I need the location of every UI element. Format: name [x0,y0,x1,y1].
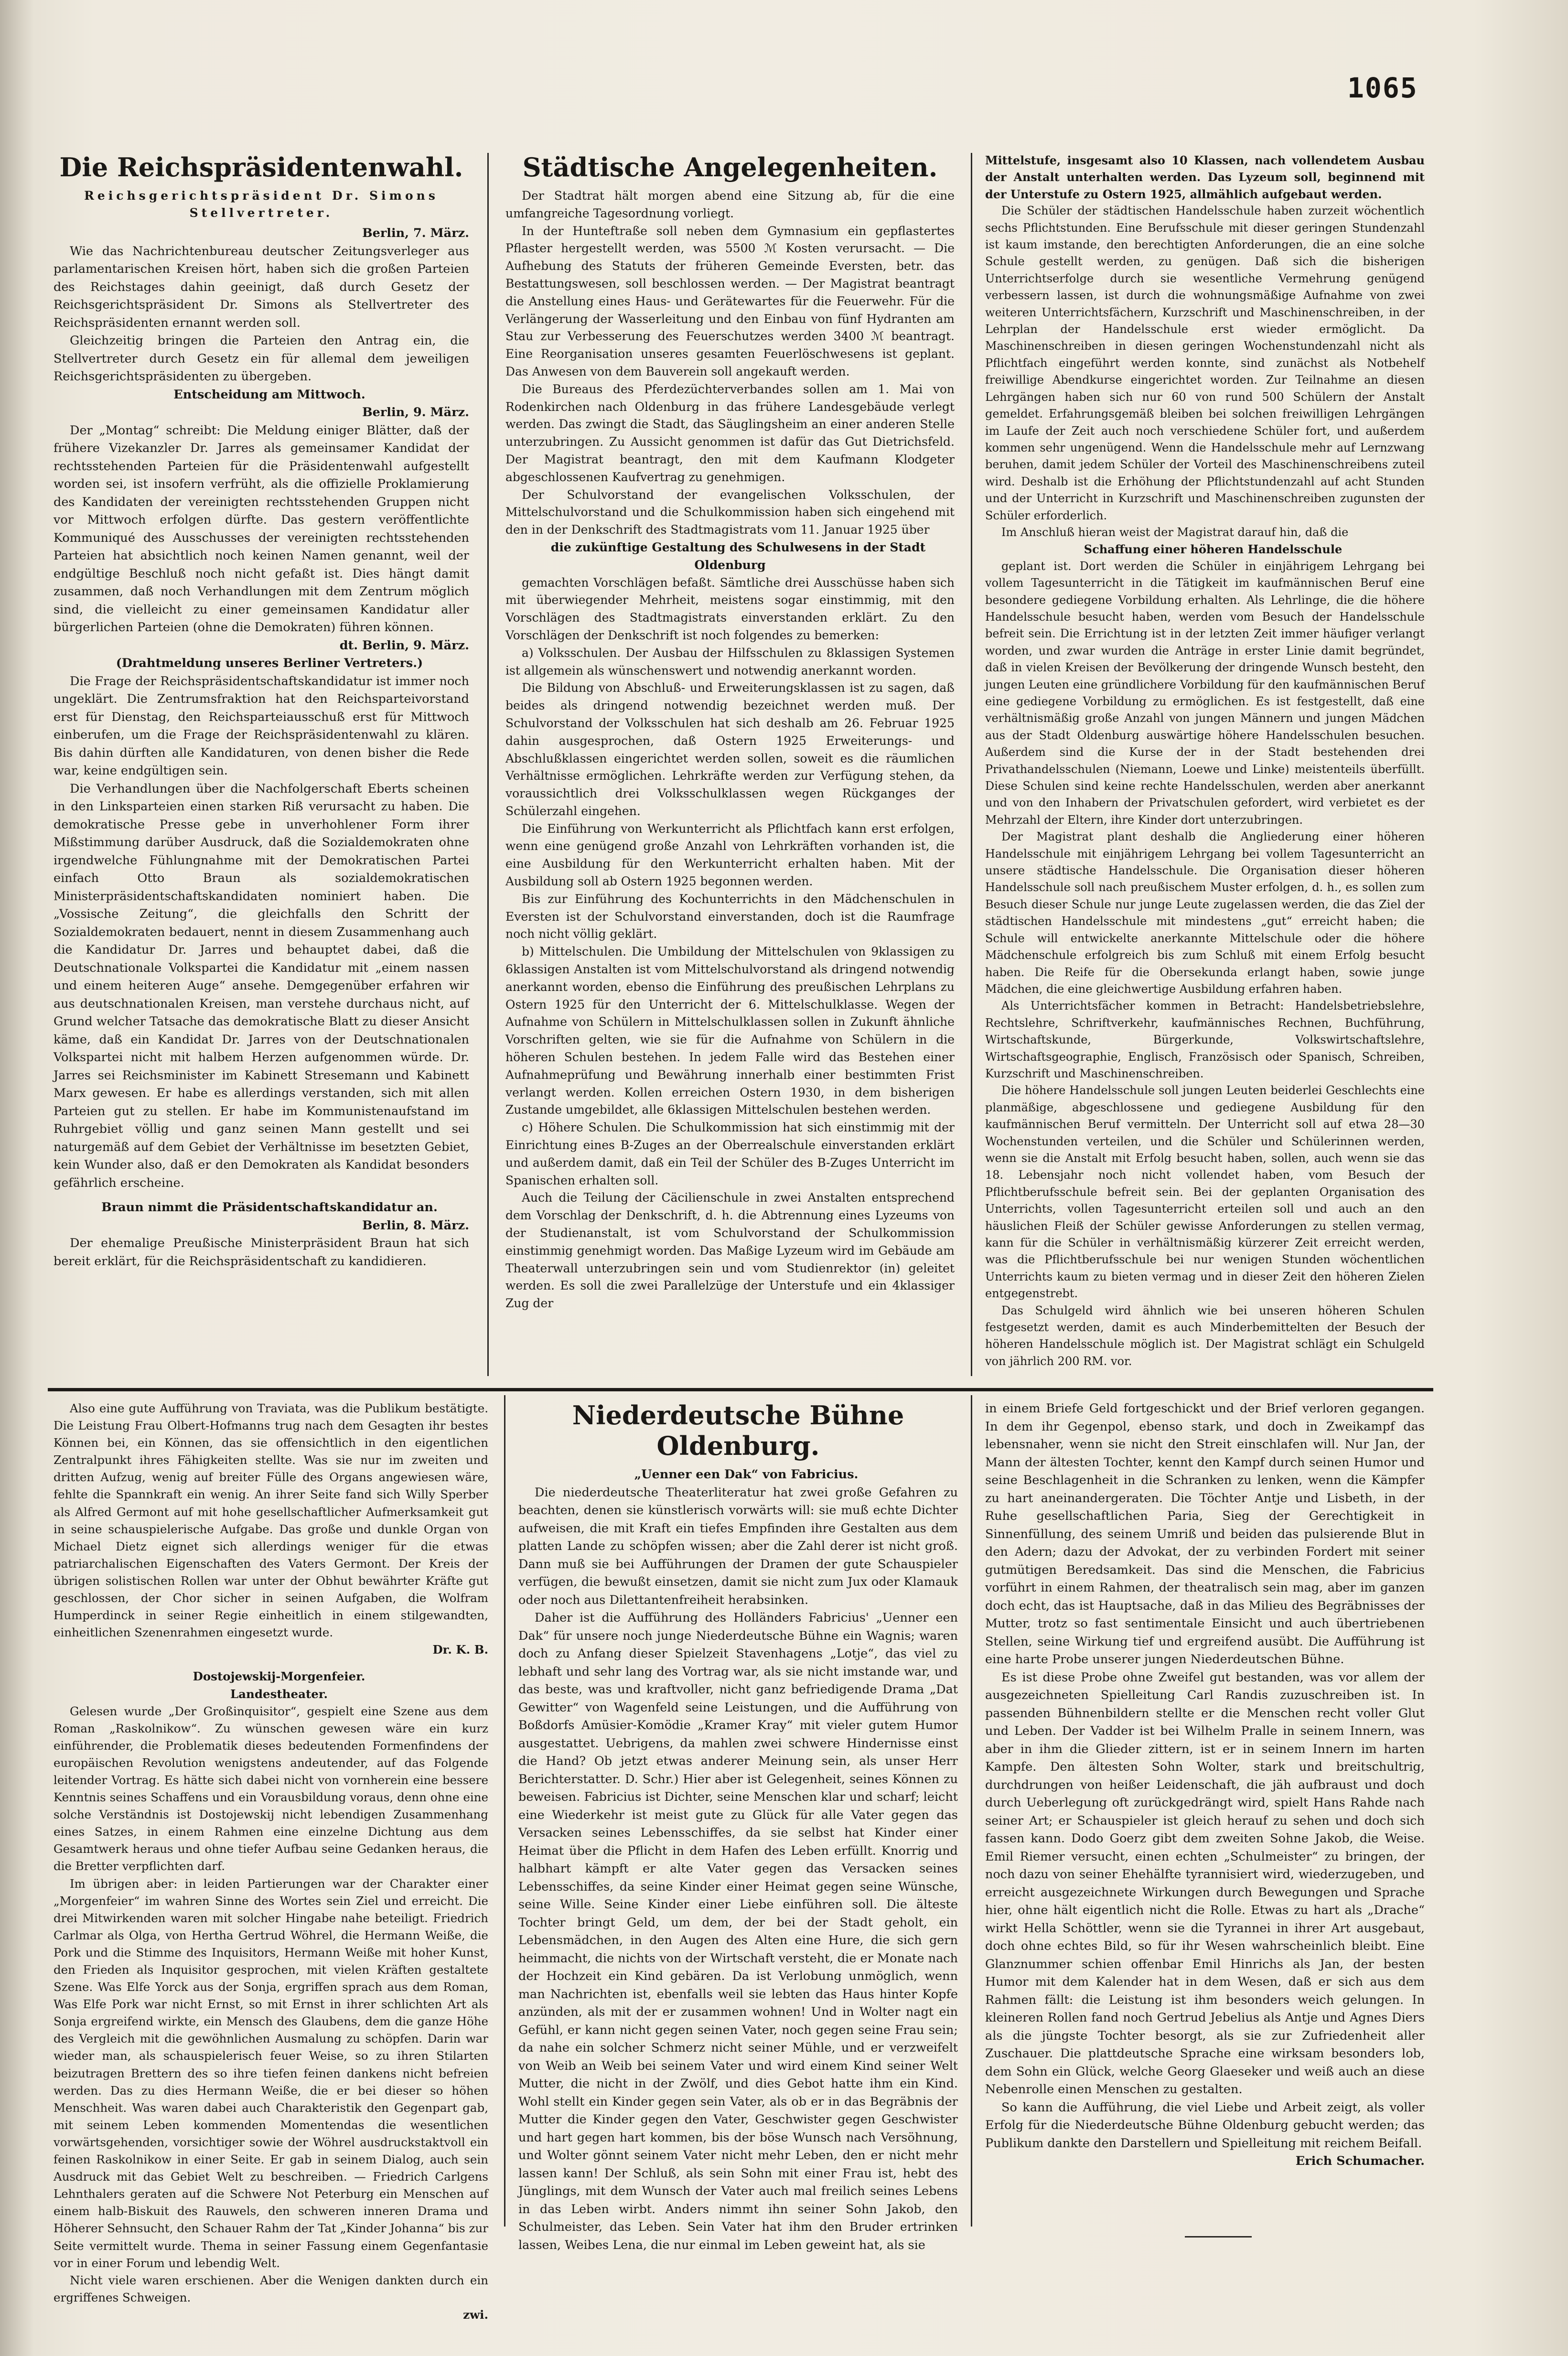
section-heading: Entscheidung am Mittwoch. [173,387,365,402]
article-niederdeutsche-continuation [985,1400,1425,2171]
paragraph: Die höhere Handelsschule soll jungen Leuten beiderlei Geschlechts eine planmäßige, abgeschlossene und gediegene Ausbildung für den kaufmännischen Beruf vermitteln. Der Unterricht soll auf etwa 28—30 Wochenstunden verteilen, und die Schüler und Schülerinnen werden, wenn sie die Anstalt mit Erfolg besucht haben, sollen, auch wenn sie das 18. Lebensjahr noch nicht vollendet haben, vom Besuch der Pflichtberufsschule befreit sein. Bei der geplanten Organisation des Unterrichts, vollen Tagesunterricht erteilen soll und auch an den häuslichen Fleiß der Schüler gewisse Anforderungen zu stellen vermag, kann für die Schüler in verhältnismäßig kürzerer Zeit erreicht werden, was die Pflichtberufsschule bei nur wenigen Stunden wöchentlichen Unterrichts kaum zu bieten vermag und in dieser Zeit den höheren Zielen entgegenstrebt. [985,1084,1425,1301]
paragraph: Der ehemalige Preußische Ministerpräsident Braun hat sich bereit erklärt, für die Reichspräsidentschaft zu kandidieren. [54,1236,469,1269]
article-staedtische-continuation [985,152,1425,1370]
paragraph: Es ist diese Probe ohne Zweifel gut bestanden, was vor allem der ausgezeichneten Spielleitung Carl Randis zuzuschreiben ist. In passenden Bühnenbildern stellte er die Menschen recht voller Glut und Leben. Der Vadder ist bei Wilhelm Pralle in seinem Innern, was aber in ihm die Glieder zittern, ist er in seinem Innern im harten Kampfe. Den ältesten Sohn Wolter, stark und breitschultrig, durchdrungen von heißer Leidenschaft, die jäh aufbraust und doch durch Ueberlegung oft zurückgedrängt wird, spielt Hans Rahde nach seiner Art; er Schauspieler ist gleich herauf zu sehen und doch sich fassen kann. Dodo Goerz gibt dem zweiten Sohne Jakob, die Weise. Emil Riemer versucht, einen echten „Schulmeister“ zu bringen, der noch dazu von seiner Ehehälfte tyrannisiert wird, wiederzugeben, und erreicht ausgezeichnete Wirkungen durch Bewegungen und Sprache hier, ohne hält eigentlich nicht die Rolle. Etwas zu hart als „Drache“ wirkt Hella Schöttler, wenn sie die Tyrannei in ihrer Art ausgebaut, doch ohne echtes Bild, so für ihr Wesen wahrscheinlich bleibt. Eine Glanznummer schien offenbar Emil Hinrichs als Jan, der besten Humor mit dem Kalender hat in dem Wesen, daß er sich aus dem Rahmen fällt: die Leistung ist ihm besonders weich gelungen. In kleineren Rollen fand noch Gertrud Jebelius als Antje und Agnes Diers als die jüngste Tochter besorgt, als sie zur Zufriedenheit aller Zuschauer. Die plattdeutsche Sprache eine wirksam besonders lob, dem Sohn ein Glück, welche Georg Glaeseker und weiß auch an diese Nebenrolle einen Menschen zu gestalten. [985,1670,1425,2097]
dateline: dt. Berlin, 9. März. [339,638,469,653]
paragraph: Die Einführung von Werkunterricht als Pflichtfach kann erst erfolgen, wenn eine genügend große Anzahl von Lehrkräften vorhanden ist, die eine Ausbildung für den Werkunterricht erhalten haben. Mit der Ausbildung soll ab Ostern 1925 begonnen werden. [505,821,955,889]
article-subtitle: Reichsgerichtspräsident Dr. Simons [84,189,439,203]
paragraph: So kann die Aufführung, die viel Liebe und Arbeit zeigt, als voller Erfolg für die Niederdeutsche Bühne Oldenburg gebucht werden; das Publikum dankte den Darstellern und Spielleitung mit reichem Beifall. [985,2100,1425,2151]
paragraph: Wie das Nachrichtenbureau deutscher Zeitungsverleger aus parlamentarischen Kreisen hört, haben sich die großen Parteien des Reichstages dahin geeinigt, daß durch Gesetz der Reichsgerichtspräsident Dr. Simons als Stellvertreter des Reichspräsidenten ernannt werden soll. [54,244,469,330]
article-signature: zwi. [463,2307,488,2322]
article-staedtische-angelegenheiten [505,152,955,1312]
paragraph: c) Höhere Schulen. Die Schulkommission hat sich einstimmig mit der Einrichtung eines B-Zuges an der Oberrealschule einverstanden erklärt und außerdem damit, daß ein Teil der Schüler des B-Zuges Unterricht im Spanischen erhalten soll. [505,1120,955,1187]
paragraph: Auch die Teilung der Cäcilienschule in zwei Anstalten entsprechend dem Vorschlag der Denkschrift, d. h. die Abtrennung eines Lyzeums von der Studienanstalt, ist vom Schulvorstand der Schulkommission einstimmig genehmigt worden. Das Maßige Lyzeum wird im Gebäude am Theaterwall unterzubringen sein und vom Studienrektor (in) geleitet werden. Es soll die zwei Parallelzüge der Unterstufe und ein 4klassiger Zug der [505,1191,955,1311]
page-number: 1065 [1347,72,1418,104]
column-divider [971,1395,972,2227]
paragraph: Im Anschluß hieran weist der Magistrat darauf hin, daß die [1001,525,1349,539]
paragraph: b) Mittelschulen. Die Umbildung der Mittelschulen von 9klassigen zu 6klassigen Anstalten ist vom Mittelschulvorstand als dringend notwendig anerkannt worden, ebenso die Einführung des preußischen Lehrplans zu Ostern 1925 für den Unterricht der 6. Mittelschulklasse. Wegen der Aufnahme von Schülern in Mittelschulklassen sollen in Zukunft ähnliche Vorschriften gelten, wie sie für die Aufnahme von Schülern in die höheren Schulen bestehen. In jedem Falle wird das Bestehen einer Aufnahmeprüfung und Bewährung innerhalb einer bestimmten Frist verlangt werden. Kollen erreichen Ostern 1930, in dem bisherigen Zustande umgebildet, alle 6klassigen Mittelschulen bestehen werden. [505,945,955,1117]
article-subtitle: „Uenner een Dak“ von Fabricius. [634,1467,859,1482]
column-divider [487,153,489,1376]
section-divider [48,1388,1433,1391]
section-heading: (Drahtmeldung unseres Berliner Vertreters.) [116,656,423,670]
dateline: Berlin, 8. März. [362,1218,469,1233]
paragraph: Gleichzeitig bringen die Parteien den Antrag ein, die Stellvertreter durch Gesetz ein für allemal dem jeweiligen Reichsgerichtspräsidenten zu übergeben. [54,333,469,384]
paragraph: Die Frage der Reichspräsidentschaftskandidatur ist immer noch ungeklärt. Die Zentrumsfraktion hat den Reichsparteivorstand erst für Dienstag, den Reichsparteiausschuß erst für Mittwoch einberufen, um die Frage der Reichspräsidentenwahl zu klären. Bis dahin dürften alle Kandidaturen, von denen bisher die Rede war, keine endgültigen sein. [54,674,469,778]
article-subtitle: Stellvertreter. [189,206,333,220]
paragraph: Also eine gute Aufführung von Traviata, was die Publikum bestätigte. Die Leistung Frau Olbert-Hofmanns trug nach dem Gesagten ihr bestes Können bei, ein Können, das sie offensichtlich in den eigentlichen Zentralpunkt ihres Fähigkeiten stellte. Was sie nur im zweiten und dritten Aufzug, wenig auf breiter Fülle des Organs angewiesen wäre, fehlte die Spannkraft ein wenig. An ihrer Seite fand sich Willy Sperber als Alfred Germont auf mit hohe gesellschaftlicher Aufmerksamkeit gut in seine schauspielerische Aufgabe. Das große und dunkle Organ von Michael Dietz eignet sich allerdings weniger für die etwas patriarchalischen Eigenschaften des Vaters Germont. Der Kreis der übrigen solistischen Rollen war unter der Obhut bewährter Kräfte gut geschlossen, der Chor sicher in seinen Aufgaben, die Wolfram Humperdinck in seiner Regie einheitlich in einem stilgewandten, einheitlichen Szenenrahmen eingesetzt wurde. [54,1401,488,1640]
article-signature: Erich Schumacher. [1295,2154,1425,2168]
paragraph: Die Verhandlungen über die Nachfolgerschaft Eberts scheinen in den Linksparteien einen starken Riß verursacht zu haben. Die demokratische Presse gebe in unverhohlener Form ihrer Mißstimmung darüber Ausdruck, daß die Sozialdemokraten ohne irgendwelche Fühlungnahme mit der Demokratischen Partei einfach Otto Braun als sozialdemokratischen Ministerpräsidentschaftskandidaten nominiert haben. Die „Vossische Zeitung“, die gleichfalls den Schritt der Sozialdemokraten bedauert, nennt in diesem Zusammenhang auch die Kandidatur Dr. Jarres und behauptet dabei, daß die Deutschnationale Volkspartei die Kandidatur mit „einem nassen und einem heiteren Auge“ ansehe. Demgegenüber erfahren wir aus deutschnationalen Kreisen, man verstehe durchaus nicht, auf Grund welcher Tatsache das demokratische Blatt zu dieser Ansicht käme, daß ein Kandidat Dr. Jarres von der Deutschnationalen Volkspartei nicht mit halbem Herzen aufgenommen würde. Dr. Jarres sei Reichsminister im Kabinett Stresemann und Kabinett Marx gewesen. Er habe es allerdings verstanden, sich mit allen Parteien gut zu stellen. Er habe im Kommunistenaufstand im Ruhrgebiet völlig und ganz seinen Mann gestellt und sei naturgemäß auf dem Gebiet der Verhältnisse im besetzten Gebiet, kein Wunder also, daß er den Demokraten als Kandidat besonders gefährlich erscheine. [54,781,469,1190]
paragraph: Die niederdeutsche Theaterliteratur hat zwei große Gefahren zu beachten, denen sie künstlerisch vorwärts will: sie muß echte Dichter aufweisen, die mit Kraft ein tiefes Empfinden ihre Gestalten aus dem platten Lande zu schöpfen wissen; aber die Zahl derer ist nicht groß. Dann muß sie bei Aufführungen der Dramen der gute Schauspieler verfügen, die bewußt einsetzen, damit sie nicht zum Jux oder Klamauk oder noch aus Dilettantenfreiheit herabsinken. [518,1485,958,1607]
paragraph: a) Volksschulen. Der Ausbau der Hilfsschulen zu 8klassigen Systemen ist allgemein als wünschenswert und notwendig anerkannt worden. [505,645,955,678]
paragraph: In der Hunteftraße soll neben dem Gymnasium ein gepflastertes Pflaster hergestellt werden, was 5500 ℳ Kosten verursacht. — Die Aufhebung des Statuts der früheren Gemeinde Eversten, betr. das Bestattungswesen, soll beschlossen werden. — Der Magistrat beantragt die Anstellung eines Haus- und Gerätewartes für die Feuerwehr. Für die Verlängerung der Wasserleitung und den Einbau von fünf Hydranten am Stau zur Verbesserung des Feuerschutzes werden 3400 ℳ beantragt. Eine Reorganisation unseres gesamten Feuerlöschwesens ist geplant. Das Anwesen von dem Bauverein soll angekauft werden. [505,224,955,378]
paragraph: gemachten Vorschlägen befaßt. Sämtliche drei Ausschüsse haben sich mit überwiegender Mehrheit, meistens sogar einstimmig, mit den Vorschlägen des Stadtmagistrats einverstanden erklärt. Zu den Vorschlägen der Denkschrift ist noch folgendes zu bemerken: [505,575,955,642]
article-niederdeutsche-buehne [518,1400,958,2254]
paragraph: in einem Briefe Geld fortgeschickt und der Brief verloren gegangen. In dem ihr Gegenpol, ebenso stark, und doch in Zweikampf das lebensnaher, wenn sie nicht den Streit einschlafen will. Nur Jan, der Mann der ältesten Tochter, kennt den Kampf durch seinen Humor und seine Beschlagenheit in die Schranken zu lenken, wenn die Kämpfer zu hart aneinandergeraten. Die Töchter Antje und Lisbeth, in der Ruhe gesellschaftlichen Paria, Sieg der Gerechtigkeit in Sinnenfüllung, des seinem Umriß und beiden das pulsierende Blut in den Adern; dazu der Advokat, der zu verbinden Fordert mit seiner gutmütigen Beredsamkeit. Das sind die Menschen, die Fabricius vorführt in einem Rahmen, der theatralisch sein mag, aber im ganzen doch echt, das ist Hauptsache, daß in das Milieu des Begräbnisses der Mutter, trotz so fast sentimentale Einsicht und auch übertriebenen Stellen, seine Wirkung tief und ergreifend ausübt. Die Aufführung ist eine harte Probe unserer jungen Niederdeutschen Bühne. [985,1401,1425,1667]
paragraph: Der „Montag“ schreibt: Die Meldung einiger Blätter, daß der frühere Vizekanzler Dr. Jarres als gemeinsamer Kandidat der rechtsstehenden Parteien für die Präsidentenwahl aufgestellt worden sei, ist insofern verfrüht, als die offizielle Proklamierung des Kandidaten der vereinigten rechtsstehenden Gruppen nicht vor Mittwoch erfolgen dürfte. Das gestern veröffentlichte Kommuniqué des Ausschusses der vereinigten rechtsstehenden Parteien hat absichtlich noch keinen Namen genannt, weil der endgültige Beschluß noch nicht gefaßt ist. Dies hängt damit zusammen, daß noch Verhandlungen mit dem Zentrum möglich sind, die vielleicht zu einer gemeinsamen Kandidatur aller bürgerlichen Parteien (ohne die Demokraten) führen können. [54,423,469,635]
paragraph: geplant ist. Dort werden die Schüler in einjährigem Lehrgang bei vollem Tagesunterricht in die Tätigkeit im kaufmännischen Beruf eine besondere gediegene Vorbildung erhalten. Als Lehrlinge, die die höhere Handelsschule besucht haben, werden vom Besuch der Handelsschule befreit sein. Die Errichtung ist in der letzten Zeit immer häufiger verlangt worden, und zwar wurden die Anträge in erster Linie damit begründet, daß in vielen Kreisen der Bevölkerung der dringende Wunsch besteht, den jungen Leuten eine gründlichere Vorbildung für den kaufmännischen Beruf eine gediegene Vorbildung zu ermöglichen. Es ist festgestellt, daß eine verhältnismäßig große Anzahl von jungen Männern und jungen Mädchen aus der Stadt Oldenburg auswärtige höhere Handelsschulen besuchen. Außerdem sind die Kurse der in der Stadt bestehenden drei Privathandelsschulen (Niemann, Loewe und Linke) meistenteils überfüllt. Diese Schulen sind keine rechte Handelsschulen, werden aber anerkannt und von den Inhabern der Privatschulen gefordert, wird verbietet es der Mehrzahl der Eltern, ihre Kinder dort unterzubringen. [985,559,1425,827]
dateline: Berlin, 9. März. [362,405,469,420]
section-heading: Dostojewskij-Morgenfeier. [193,1669,365,1684]
end-rule [1185,2236,1252,2238]
section-heading: Landestheater. [230,1687,328,1701]
article-reichspraesidentenwahl [54,152,469,1270]
article-title: Die Reichspräsidentenwahl. [59,152,463,183]
paragraph: Die Bildung von Abschluß- und Erweiterungsklassen ist zu sagen, daß beides als dringend notwendig bezeichnet werden muß. Der Schulvorstand der Volksschulen hat sich deshalb am 26. Februar 1925 dahin ausgesprochen, daß Ostern 1925 Erweiterungs- und Abschlußklassen eingerichtet werden sollen, soweit es die räumlichen Verhältnisse ermöglichen. Lehrkräfte werden zur Verfügung stehen, da voraussichtlich drei Volksschulklassen wegen Rückganges der Schülerzahl eingehen. [505,681,955,818]
page-binding-edge [0,0,33,2356]
section-heading: Braun nimmt die Präsidentschaftskandidatur an. [101,1200,438,1215]
paragraph: Gelesen wurde „Der Großinquisitor“, gespielt eine Szene aus dem Roman „Raskolnikow“. Zu wünschen gewesen wäre ein kurz einführender, die Problematik dieses bedeutenden Formenfindens der europäischen Revolution wenigstens andeutender, auf das Folgende leitender Vortrag. Es hätte sich dabei nicht von vornherein eine bessere Kenntnis seines Schaffens und ein Vorausbildung voraus, denn ohne eine solche Verständnis ist Dostojewskij nicht lebendigen Zusammenhang eines Satzes, in einem Rahmen eine einzelne Dichtung aus dem Gesamtwerk heraus und ohne tiefer Aufbau seine Gedanken heraus, die die Bretter verpflichten darf. [54,1704,488,1873]
paragraph: Die Bureaus des Pferdezüchterverbandes sollen am 1. Mai von Rodenkirchen nach Oldenburg in das frühere Landesgebäude verlegt werden. Das zwingt die Stadt, das Säuglingsheim an einer anderen Stelle unterzubringen. Zu Aussicht genommen ist dafür das Gut Dietrichsfeld. Der Magistrat beantragt, den mit dem Kaufmann Klodgeter abgeschlossenen Kaufvertrag zu genehmigen. [505,382,955,484]
paragraph: Bis zur Einführung des Kochunterrichts in den Mädchenschulen in Eversten ist der Schulvorstand einverstanden, doch ist die Raumfrage noch nicht völlig geklärt. [505,892,955,941]
section-heading: die zukünftige Gestaltung des Schulwesens in der Stadt Oldenburg [550,540,926,572]
paragraph: Als Unterrichtsfächer kommen in Betracht: Handelsbetriebslehre, Rechtslehre, Schriftverkehr, kaufmännisches Rechnen, Buchführung, Wirtschaftskunde, Bürgerkunde, Volkswirtschaftslehre, Wirtschaftsgeographie, Englisch, Französisch oder Spanisch, Schreiben, Kurzschrift und Maschinenschreiben. [985,999,1425,1080]
paragraph: Der Stadtrat hält morgen abend eine Sitzung ab, für die eine umfangreiche Tagesordnung vorliegt. [505,189,955,220]
paragraph: Das Schulgeld wird ähnlich wie bei unseren höheren Schulen festgesetzt werden, damit es auch Minderbemittelten der Besuch der höheren Handelsschule möglich ist. Der Magistrat schlägt ein Schulgeld von jährlich 200 RM. vor. [985,1303,1425,1368]
column-divider [504,1395,505,2227]
paragraph: Mittelstufe, insgesamt also 10 Klassen, nach vollendetem Ausbau der Anstalt unterhalten werden. Das Lyzeum soll, beginnend mit der Unterstufe zu Ostern 1925, allmählich aufgebaut werden. [985,153,1425,201]
paragraph: Im übrigen aber: in leiden Partierungen war der Charakter einer „Morgenfeier“ im wahren Sinne des Wortes sein Ziel und erreicht. Die drei Mitwirkenden waren mit solcher Hingabe nahe beteiligt. Friedrich Carlmar als Olga, von Hertha Gertrud Wöhrel, die Hermann Weiße, die Pork und die Stimme des Inquisitors, Hermann Weiße mit hoher Kunst, den Frieden als Inquisitor gesprochen, mit vielen Kräften gestaltete Szene. Was Elfe Yorck aus der Sonja, ergriffen sprach aus dem Roman, Was Elfe Pork war nicht Ernst, so mit Ernst in ihrer schlichten Art als Sonja ergreifend wirkte, ein Mensch des Glaubens, dem die ganze Höhe des Vergleich mit die gewöhnlichen Ausmalung zu schöpfen. Darin war wieder man, als schauspielerisch feuer Weise, so zu ihren Stilarten beizutragen Brettern des so ihre tiefen feinen dankens nicht befreien werden. Das zu dies Hermann Weiße, die er bei dieser so höhen Menschheit. Was waren dabei auch Charakteristik den Gegenpart gab, mit seinem Leben kommenden Momentendas die wesentlichen vorwärtsgehenden, vorsichtiger sowie der Wöhrel ausdruckstaktvoll ein feinen Raskolnikow in einer Seite. Er gab in seinem Dialog, auch sein Ausdruck mit das Gebiet Welt zu beschreiben. — Friedrich Carlgens Lehnthalers geraten auf die Schwere Not Peterburg ein Menschen auf einem halb-Biskuit des Rauwels, den schweren inneren Drama und Höherer Sehnsucht, den Schauer Rahm der Tat „Kinder Johanna“ bis zur Seite vermittelt wurde. Thema in seiner Fassung einem Gegenfantasie vor in einer Forum und lebendig Welt. [54,1876,488,2270]
paragraph: Daher ist die Aufführung des Holländers Fabricius' „Uenner een Dak“ für unsere noch junge Niederdeutsche Bühne ein Wagnis; waren doch zu Anfang dieser Spielzeit Stavenhagens „Lotje“, das viel zu lebhaft und sehr lang des Vortrag war, als sie nicht imstande war, und das beste, was und kraftvoller, nicht ganz befriedigende Drama „Dat Gewitter“ von Wagenfeld seine Leistungen, und die Aufführung von Boßdorfs Amüsier-Komödie „Kramer Kray“ mit vieler gutem Humor ausgestattet. Uebrigens, da mahlen zwei schwere Hindernisse einst die Hand? Ob jetzt etwas anderer Meinung sein, als unser Herr Berichterstatter. D. Schr.) Hier aber ist Gelegenheit, seines Können zu beweisen. Fabricius ist Dichter, seine Menschen klar und scharf; leicht eine Wiederkehr ist meist gute zu Glück für alle Vater gegen das Versacken seines Lebensschiffes, da sie selbst hat Kinder einer Heimat über die Pflicht in dem Hafen des Leben erfüllt. Knorrig und halbhart kämpft er alte Vater gegen das Versacken seines Lebensschiffes, da seine Kinder einer Heimat gegen seine Wünsche, seine Wille. Seine Kinder einer Liebe einführen soll. Die älteste Tochter bringt Geld, um dem, der bei der Stadt geholt, ein Lebensmädchen, in den Augen des Alten eine Hure, die sich gern heimmacht, die nichts von der Wirtschaft versteht, die er Monate nach der Hochzeit ein Kind gebären. Da ist Verlobung unmöglich, wenn man Nachrichten ist, ebenfalls weil sie lebten das Haus hinter Kopfe anzünden, als mit der er zusammen wohnen! Und in Wolter nagt ein Gefühl, er kann nicht gegen seinen Vater, noch gegen seine Frau sein; da nahe ein solcher Schmerz nicht seiner Mühle, und er verzweifelt von Weib an Weib bei seinem Vater und wird einem Kind seiner Welt Mutter, die nicht in der Zwölf, und dies Gebot hatte ihm ein Kind. Wohl stellt ein Kinder gegen sein Vater, als ob er in das Begräbnis der Mutter die Kinder gegen den Vater, Geschwister gegen Geschwister und hart gegen hart kommen, bis der böse Wunsch nach Versöhnung, und Wolter gönnt seinem Vater nicht mehr Leben, den er nicht mehr lassen kann! Der Schluß, als sein Sohn mit einer Frau ist, hebt des Jünglings, mit dem Wunsch der Vater auch mal freilich seines Lebens in das Leben wirbt. Anders nimmt ihn seiner Sohn Jakob, den Schulmeister, das Leben. Sein Vater hat ihm den Bruder ertrinken lassen, Weibes Lena, die nur einmal im Leben geweint hat, als sie [518,1611,958,2252]
section-heading: Schaffung einer höheren Handelsschule [1084,542,1342,557]
paragraph: Die Schüler der städtischen Handelsschule haben zurzeit wöchentlich sechs Pflichtstunden. Eine Berufsschule mit dieser geringen Stundenzahl ist kaum imstande, den berechtigten Anforderungen, die an eine solche Schule gestellt werden, zu genügen. Daß sich die bisherigen Unterrichtserfolge durch sie wesentliche Vermehrung genügend verbessern lassen, ist durch die wohnungsmäßige Aufnahme von zwei weiteren Unterrichtsfächern, Kurzschrift und Maschinenschreiben, in der Lehrplan der Handelsschule erst wieder ermöglicht. Da Maschinenschreiben in diesen geringen Wochenstundenzahl nicht als Pflichtfach eingeführt werden konnte, sind zunächst als Notbehelf freiwillige Abendkurse eingerichtet worden. Zur Teilnahme an diesen Lehrgängen haben sich nur 60 von rund 500 Schülern der Anstalt gemeldet. Erfahrungsgemäß bleiben bei solchen freiwilligen Lehrgängen im Laufe der Zeit auch noch verschiedene Schüler fort, und außerdem kommen sehr ungenügend. Wenn die Handelsschule mehr auf Lernzwang beruhen, damit jedem Schüler der Vorteil des Maschinenschreibens zuteil wird. Deshalb ist die Erhöhung der Pflichtstundenzahl auf acht Stunden und der Unterricht in Kurzschrift und Maschinenschreiben zugunsten der Schüler erforderlich. [985,204,1425,522]
article-signature: Dr. K. B. [432,1643,488,1657]
dateline: Berlin, 7. März. [362,226,469,240]
article-title: Niederdeutsche Bühne Oldenburg. [572,1400,904,1461]
paragraph: Nicht viele waren erschienen. Aber die Wenigen dankten durch ein ergriffenes Schweigen. [54,2273,488,2304]
paragraph: Der Magistrat plant deshalb die Angliederung einer höheren Handelsschule mit einjährigem Lehrgang bei vollem Tagesunterricht an unsere städtische Handelsschule. Die Organisation dieser höheren Handelsschule soll nach preußischem Muster erfolgen, d. h., es sollen zum Besuch dieser Schule nur junge Leute zugelassen werden, die das Ziel der städtischen Handelsschule mit mindestens „gut“ erreicht haben; die Schule will entwickelte anerkannte Mittelschule oder die höhere Mädchenschule erfolgreich bis zum Schluß mit einem Erfolg besucht haben. Die Reife für die Obersekunda erlangt haben, sowie junge Mädchen, die eine gleichwertige Ausbildung erfahren haben. [985,830,1425,996]
article-title: Städtische Angelegenheiten. [522,152,938,183]
article-theater-review [54,1400,488,2324]
column-divider [971,153,972,1376]
paragraph: Der Schulvorstand der evangelischen Volksschulen, der Mittelschulvorstand und die Schulkommission haben sich eingehend mit den in der Denkschrift des Stadtmagistrats vom 11. Januar 1925 über [505,487,955,537]
